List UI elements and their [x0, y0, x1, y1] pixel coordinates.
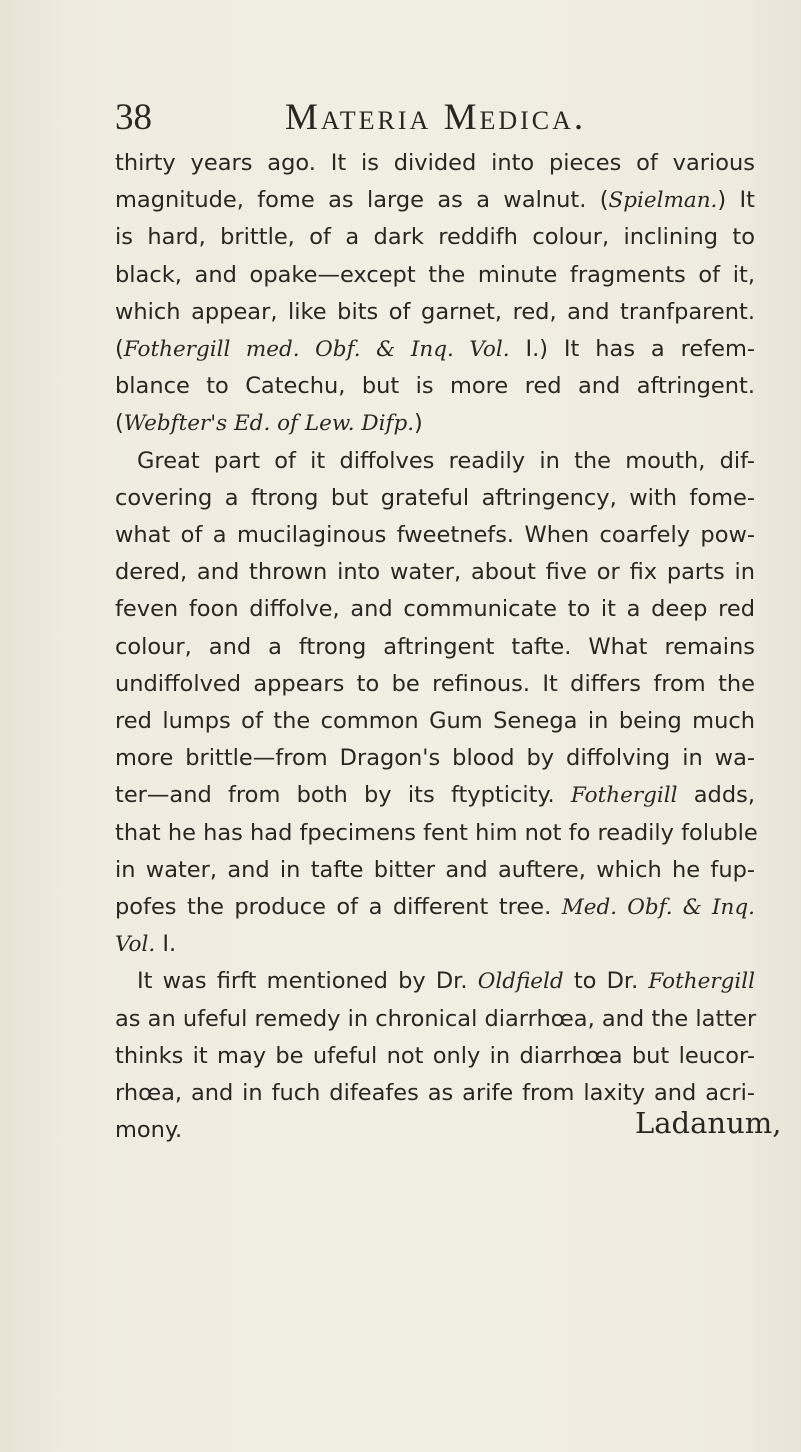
citation: Oldfield	[477, 969, 564, 995]
text-line: blance to Catechu, but is more red and aftringent.	[115, 373, 755, 400]
page-header	[115, 95, 741, 145]
citation: Med. Obf. & Inq.	[561, 895, 755, 921]
text-line: ter—and from both by its ftypticity. Fothergill adds,	[115, 782, 755, 809]
text-line: is hard, brittle, of a dark reddifh colour, inclining to	[115, 224, 755, 251]
text-line: mony.	[115, 1117, 183, 1144]
text-line: Vol. I.	[115, 931, 177, 958]
text-line: feven foon diffolve, and communicate to it a deep red	[115, 596, 755, 623]
citation: Webfter's Ed. of Lew. Difp.	[123, 411, 415, 437]
text-line: undiffolved appears to be refinous. It differs from the	[115, 670, 755, 697]
text-line: as an ufeful remedy in chronical diarrhœa, and the latter	[115, 1005, 757, 1032]
text-line: in water, and in tafte bitter and auftere, which he fup-	[115, 856, 755, 883]
citation: Fothergill med. Obf. & Inq. Vol.	[123, 337, 510, 363]
text-line: (Webfter's Ed. of Lew. Difp.)	[115, 410, 423, 437]
text-line: thirty years ago. It is divided into pieces of various	[115, 150, 755, 176]
text-line: black, and opake—except the minute fragments of it,	[115, 261, 755, 288]
text-line: (Fothergill med. Obf. & Inq. Vol. I.) It has a refem-	[115, 336, 755, 363]
citation: Fothergill	[648, 969, 755, 995]
catchword: Ladanum,	[635, 1106, 782, 1140]
text-line: magnitude, fome as large as a walnut. (Spielman.) It	[115, 187, 755, 214]
text-line: covering a ftrong but grateful aftringency, with fome-	[115, 484, 755, 511]
text-line: more brittle—from Dragon's blood by diffolving in wa-	[115, 745, 755, 772]
text-line: which appear, like bits of garnet, red, and tranfparent.	[115, 298, 755, 325]
running-title: Materia Medica.	[285, 97, 587, 138]
citation: Spielman.	[608, 188, 718, 214]
text-line: thinks it may be ufeful not only in diarrhœa but leucor-	[115, 1042, 755, 1069]
text-line: pofes the produce of a different tree. Med. Obf. & Inq.	[115, 894, 755, 921]
text-line: what of a mucilaginous fweetnefs. When coarfely pow-	[115, 522, 755, 549]
citation: Fothergill	[570, 783, 678, 809]
text-line: rhœa, and in fuch difeafes as arife from laxity and acri-	[115, 1080, 755, 1107]
text-line: dered, and thrown into water, about five or fix parts in	[115, 559, 755, 586]
text-line: Great part of it diffolves readily in the mouth, dif-	[137, 447, 755, 474]
body-text	[115, 145, 758, 1149]
text-line: that he has had fpecimens fent him not fo readily foluble	[115, 819, 758, 846]
text-line: red lumps of the common Gum Senega in being much	[115, 708, 755, 735]
text-line: It was firft mentioned by Dr. Oldfield to Dr. Fothergill	[137, 968, 755, 995]
page-number: 38	[115, 97, 152, 138]
citation: Vol.	[115, 932, 156, 958]
text-line: colour, and a ftrong aftringent tafte. What remains	[115, 633, 755, 660]
